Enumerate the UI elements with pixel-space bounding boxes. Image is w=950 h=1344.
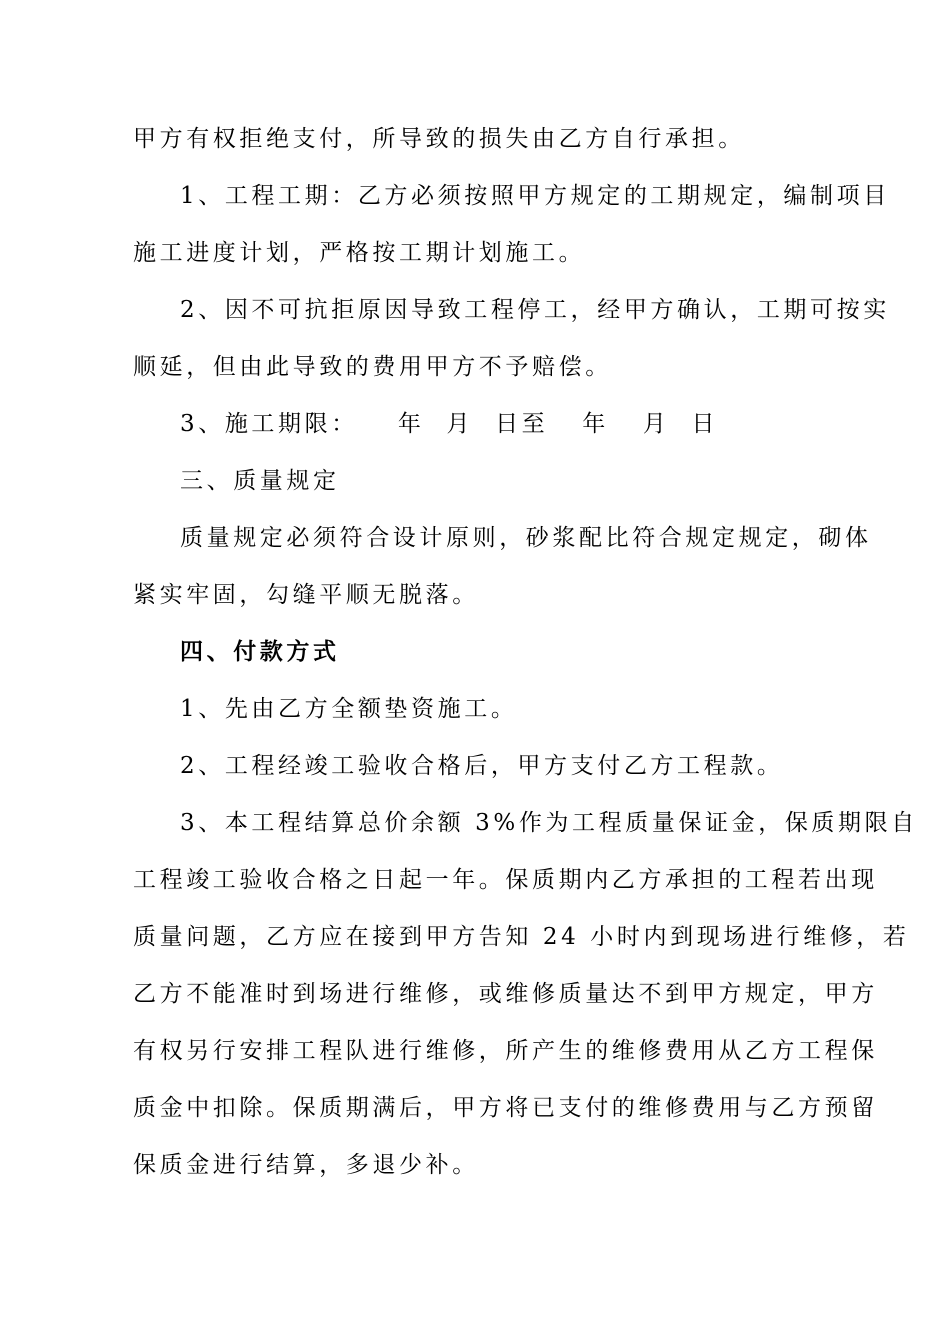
paragraph-line: 有权另行安排工程队进行维修，所产生的维修费用从乙方工程保 [133,1038,878,1064]
paragraph-line: 3、本工程结算总价余额 3%作为工程质量保证金，保质期限自 [180,810,918,836]
period-month-2: 月 [642,411,670,437]
paragraph-line: 保质金进行结算，多退少补。 [133,1152,479,1178]
paragraph-line: 甲方有权拒绝支付，所导致的损失由乙方自行承担。 [133,126,745,152]
paragraph-line: 2、因不可抗拒原因导致工程停工，经甲方确认，工期可按实 [180,297,890,323]
paragraph-line: 质量问题，乙方应在接到甲方告知 24 小时内到现场进行维修，若 [133,924,910,950]
paragraph-line: 质金中扣除。保质期满后，甲方将已支付的维修费用与乙方预留 [133,1095,878,1121]
period-day-1: 日至 [495,411,549,437]
paragraph-line: 质量规定必须符合设计原则，砂浆配比符合规定规定，砌体 [180,525,872,551]
period-year-1: 年 [397,411,425,437]
paragraph-line: 1、先由乙方全额垫资施工。 [180,696,518,722]
section-heading-quality: 三、质量规定 [180,468,340,494]
period-day-2: 日 [691,411,719,437]
paragraph-line: 顺延，但由此导致的费用甲方不予赔偿。 [133,354,612,380]
paragraph-line: 乙方不能准时到场进行维修，或维修质量达不到甲方规定，甲方 [133,981,878,1007]
paragraph-line: 工程竣工验收合格之日起一年。保质期内乙方承担的工程若出现 [133,867,878,893]
period-label: 3、施工期限： [180,411,358,437]
section-heading-payment: 四、付款方式 [180,638,340,665]
period-year-2: 年 [582,411,609,437]
paragraph-line: 2、工程经竣工验收合格后，甲方支付乙方工程款。 [180,753,784,779]
paragraph-line: 1、工程工期：乙方必须按照甲方规定的工期规定，编制项目 [180,183,890,209]
period-month-1: 月 [446,411,474,437]
paragraph-line: 施工进度计划，严格按工期计划施工。 [133,240,586,266]
paragraph-line: 紧实牢固，勾缝平顺无脱落。 [133,582,479,608]
construction-period-line [180,409,840,439]
